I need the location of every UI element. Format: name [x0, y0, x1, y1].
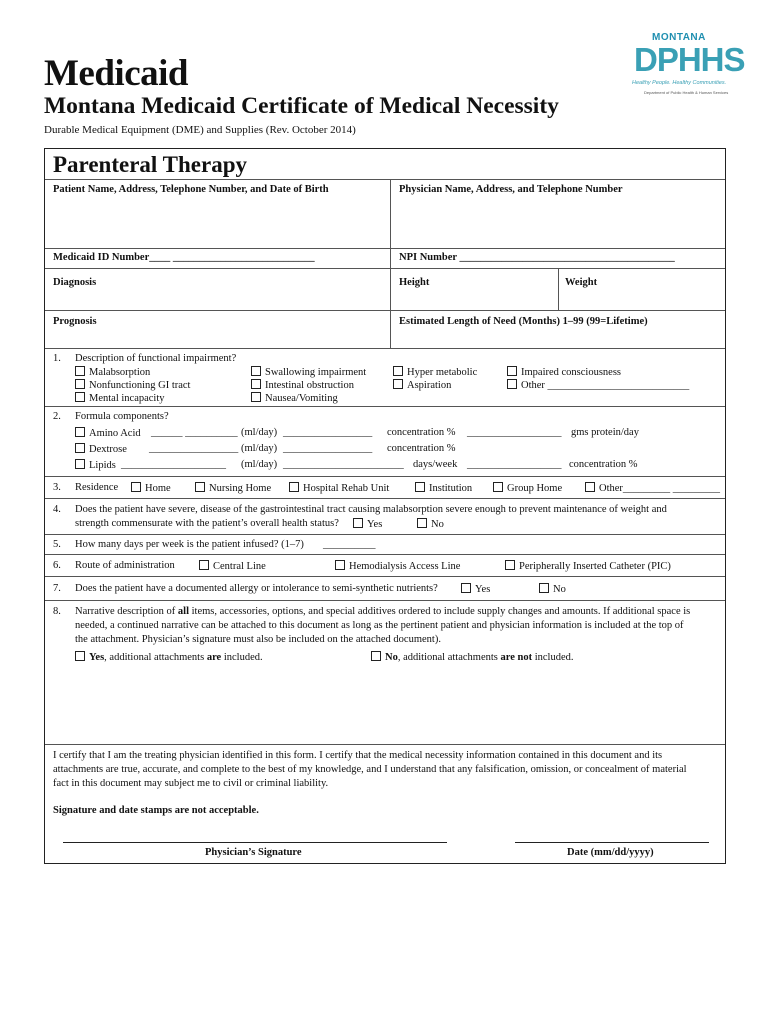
q6-text: Route of administration [75, 560, 175, 571]
physician-info-label: Physician Name, Address, and Telephone Number [399, 184, 623, 195]
q1-hyper-metabolic[interactable]: Hyper metabolic [393, 366, 477, 378]
q2-dextrose-blank[interactable]: _________________ [149, 443, 239, 454]
npi-number-field[interactable]: NPI Number _________________________________________ [399, 252, 675, 263]
question-1 [45, 349, 725, 407]
medicaid-id-field[interactable]: Medicaid ID Number____ ___________________________ [53, 252, 315, 263]
q5-text: How many days per week is the patient infused? (1–7) [75, 539, 304, 550]
q8-number: 8. [53, 606, 61, 617]
q3-other[interactable]: Other_________ _________ [585, 482, 720, 494]
certify-line3: fact in this document may subject me to civil or criminal liability. [53, 778, 329, 789]
q3-group-home[interactable]: Group Home [493, 482, 562, 494]
q2-dextrose-concentration: concentration % [387, 443, 456, 454]
question-8 [45, 601, 725, 745]
q4-line2: strength commensurate with the patient’s overall health status? [75, 518, 339, 529]
q2-gms-protein: gms protein/day [571, 427, 639, 438]
form-title: Montana Medicaid Certificate of Medical Necessity [44, 93, 559, 119]
q7-number: 7. [53, 583, 61, 594]
logo-dept: Department of Public Health & Human Services [644, 90, 729, 95]
q1-nonfunctioning-gi[interactable]: Nonfunctioning GI tract [75, 379, 190, 391]
q2-amino-mlday: (ml/day) [241, 427, 278, 438]
question-2 [45, 407, 725, 477]
diagnosis-field[interactable]: Diagnosis [53, 277, 97, 288]
q3-home[interactable]: Home [131, 482, 171, 494]
q6-hemodialysis[interactable]: Hemodialysis Access Line [335, 560, 460, 572]
q4-yes[interactable]: Yes [353, 518, 382, 530]
question-7 [45, 577, 725, 601]
q2-lipids[interactable]: Lipids [75, 459, 116, 471]
q7-text: Does the patient have a documented allergy or intolerance to semi-synthetic nutrients? [75, 583, 438, 594]
question-4 [45, 499, 725, 535]
q2-dextrose-mlday: (ml/day) [241, 443, 278, 454]
q1-other[interactable]: Other ___________________________ [507, 379, 689, 391]
q2-amino-acid[interactable]: Amino Acid [75, 427, 141, 439]
medicaid-heading: Medicaid [44, 53, 188, 94]
certification-section [45, 745, 725, 863]
q2-lipids-days-blank[interactable]: __________________ [467, 459, 562, 470]
q5-number: 5. [53, 539, 61, 550]
date-label: Date (mm/dd/yyyy) [567, 847, 654, 858]
q2-amino-blank[interactable]: ______ __________ [151, 427, 238, 438]
q2-dextrose-ml-blank[interactable]: _________________ [283, 443, 373, 454]
q2-number: 2. [53, 411, 61, 422]
q3-nursing-home[interactable]: Nursing Home [195, 482, 271, 494]
form-subtitle: Durable Medical Equipment (DME) and Supplies (Rev. October 2014) [44, 124, 356, 136]
q2-amino-ml-blank[interactable]: _________________ [283, 427, 373, 438]
logo-tagline: Healthy People. Healthy Communities. [632, 80, 727, 86]
prognosis-field[interactable]: Prognosis [53, 316, 97, 327]
q8-yes-attachments[interactable]: Yes, additional attachments are included. [75, 651, 263, 663]
patient-physician-section [45, 149, 725, 249]
q3-institution[interactable]: Institution [415, 482, 472, 494]
prognosis-row [45, 311, 725, 349]
dphhs-logo [630, 32, 745, 98]
q4-number: 4. [53, 504, 61, 515]
q6-central-line[interactable]: Central Line [199, 560, 266, 572]
q8-line3: the attachment. Physician’s signature must also be included on the attached document). [75, 634, 441, 645]
q1-impaired-consciousness[interactable]: Impaired consciousness [507, 366, 621, 378]
signature-warning: Signature and date stamps are not acceptable. [53, 805, 259, 816]
question-6 [45, 555, 725, 577]
patient-info-label: Patient Name, Address, Telephone Number, and Date of Birth [53, 184, 329, 195]
q1-text: Description of functional impairment? [75, 353, 237, 364]
certify-line2: attachments are true, accurate, and complete to the best of my knowledge, and I understand that any falsification, omission, or concealment of material [53, 764, 687, 775]
diagnosis-row [45, 269, 725, 311]
q8-line1: Narrative description of all items, accessories, options, and special additives ordered to include supply changes and amounts. If additional space is [75, 606, 691, 617]
logo-mark: DPHHS [634, 41, 745, 78]
weight-field[interactable]: Weight [565, 277, 598, 288]
q2-lipids-ml-blank[interactable]: _______________________ [283, 459, 404, 470]
q4-line1: Does the patient have severe, disease of the gastrointestinal tract causing malabsorption severe enough to prevent maintenance of weight and [75, 504, 667, 515]
q2-lipids-blank[interactable]: ____________________ [121, 459, 226, 470]
q1-mental-incapacity[interactable]: Mental incapacity [75, 392, 165, 404]
q3-number: 3. [53, 482, 61, 493]
q1-intestinal[interactable]: Intestinal obstruction [251, 379, 354, 391]
form-box [44, 148, 726, 864]
date-line[interactable] [515, 842, 709, 843]
q2-lipids-concentration: concentration % [569, 459, 638, 470]
length-of-need-field[interactable]: Estimated Length of Need (Months) 1–99 (99=Lifetime) [399, 316, 648, 327]
q2-amino-conc-blank[interactable]: __________________ [467, 427, 562, 438]
q6-picc[interactable]: Peripherally Inserted Catheter (PIC) [505, 560, 671, 572]
height-field[interactable]: Height [399, 277, 430, 288]
q1-swallowing[interactable]: Swallowing impairment [251, 366, 366, 378]
id-row [45, 249, 725, 269]
q5-days-field[interactable]: __________ [323, 539, 376, 550]
q1-aspiration[interactable]: Aspiration [393, 379, 451, 391]
q6-number: 6. [53, 560, 61, 571]
question-5 [45, 535, 725, 555]
q7-no[interactable]: No [539, 583, 566, 595]
logo-state: MONTANA [652, 32, 706, 43]
q2-amino-concentration: concentration % [387, 427, 456, 438]
question-3 [45, 477, 725, 499]
q2-dextrose[interactable]: Dextrose [75, 443, 127, 455]
q4-no[interactable]: No [417, 518, 444, 530]
q8-line2: needed, a continued narrative can be attached to this document as long as the pertinent patient and physician information is included at the top of [75, 620, 684, 631]
q2-days-week: days/week [413, 459, 458, 470]
section-title: Parenteral Therapy [53, 152, 247, 177]
signature-label: Physician’s Signature [205, 847, 302, 858]
q1-number: 1. [53, 353, 61, 364]
q7-yes[interactable]: Yes [461, 583, 490, 595]
q3-hospital-rehab[interactable]: Hospital Rehab Unit [289, 482, 389, 494]
q2-text: Formula components? [75, 411, 169, 422]
q1-malabsorption[interactable]: Malabsorption [75, 366, 150, 378]
certify-line1: I certify that I am the treating physician identified in this form. I certify that the medical necessity information contained in this document and its [53, 750, 663, 761]
q8-no-attachments[interactable]: No, additional attachments are not included. [371, 651, 573, 663]
q3-text: Residence [75, 482, 119, 493]
signature-line[interactable] [63, 842, 447, 843]
q2-lipids-mlday: (ml/day) [241, 459, 278, 470]
q1-nausea[interactable]: Nausea/Vomiting [251, 392, 338, 404]
